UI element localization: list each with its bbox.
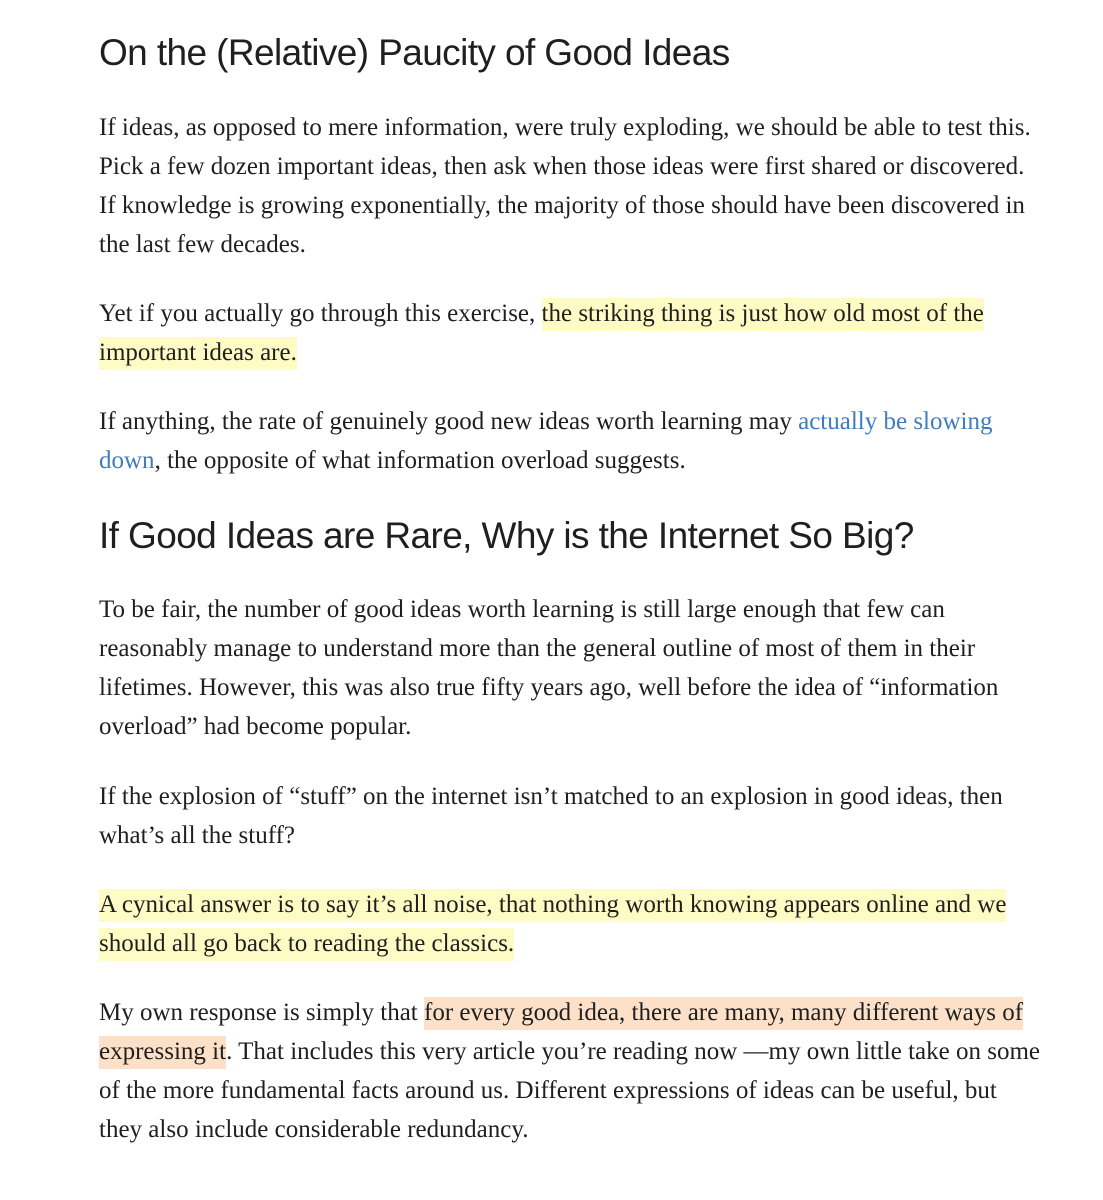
- paragraph-text: , the opposite of what information overload suggests.: [154, 447, 686, 474]
- highlight-orange[interactable]: for every good idea, there are many, many different ways of expressing it: [99, 997, 1023, 1069]
- paragraph-striking-thing: [99, 294, 1044, 372]
- paragraph-text: . That includes this very article you’re reading now —my own little take on some of the more fundamental facts around us. Different expressions of ideas can be useful, but they also include considerable redundancy.: [99, 1038, 1040, 1143]
- paragraph-text: My own response is simply that: [99, 999, 424, 1026]
- highlight-yellow[interactable]: A cynical answer is to say it’s all noise, that nothing worth knowing appears online and we should all go back to reading the classics.: [99, 889, 1006, 961]
- paragraph-test-ideas: If ideas, as opposed to mere information, were truly exploding, we should be able to test this. Pick a few dozen important ideas, then ask when those ideas were first shared or discovered. If knowledge is growing exponentially, the majority of those should have been discovered in the last few decades.: [99, 114, 1031, 258]
- paragraph-text: Yet if you actually go through this exercise,: [99, 300, 542, 327]
- paragraph-explosion-stuff: If the explosion of “stuff” on the internet isn’t matched to an explosion in good ideas, then what’s all the stuff?: [99, 783, 1003, 849]
- highlight-yellow[interactable]: the striking thing is just how old most of the important ideas are.: [99, 298, 984, 370]
- paragraph-text: If anything, the rate of genuinely good new ideas worth learning may: [99, 408, 799, 435]
- section-heading-paucity: On the (Relative) Paucity of Good Ideas: [99, 32, 730, 73]
- paragraph-slowing-down: [99, 402, 1044, 480]
- paragraph-to-be-fair: To be fair, the number of good ideas worth learning is still large enough that few can reasonably manage to understand more than the general outline of most of them in their lifetimes. However, this was also true fifty years ago, well before the idea of “information overload” had become popular.: [99, 596, 999, 740]
- slowing-down-link[interactable]: actually be slowing down: [99, 408, 993, 474]
- paragraph-cynical-answer: [99, 885, 1044, 963]
- paragraph-own-response: [99, 993, 1044, 1149]
- section-heading-internet-big: If Good Ideas are Rare, Why is the Internet So Big?: [99, 515, 914, 556]
